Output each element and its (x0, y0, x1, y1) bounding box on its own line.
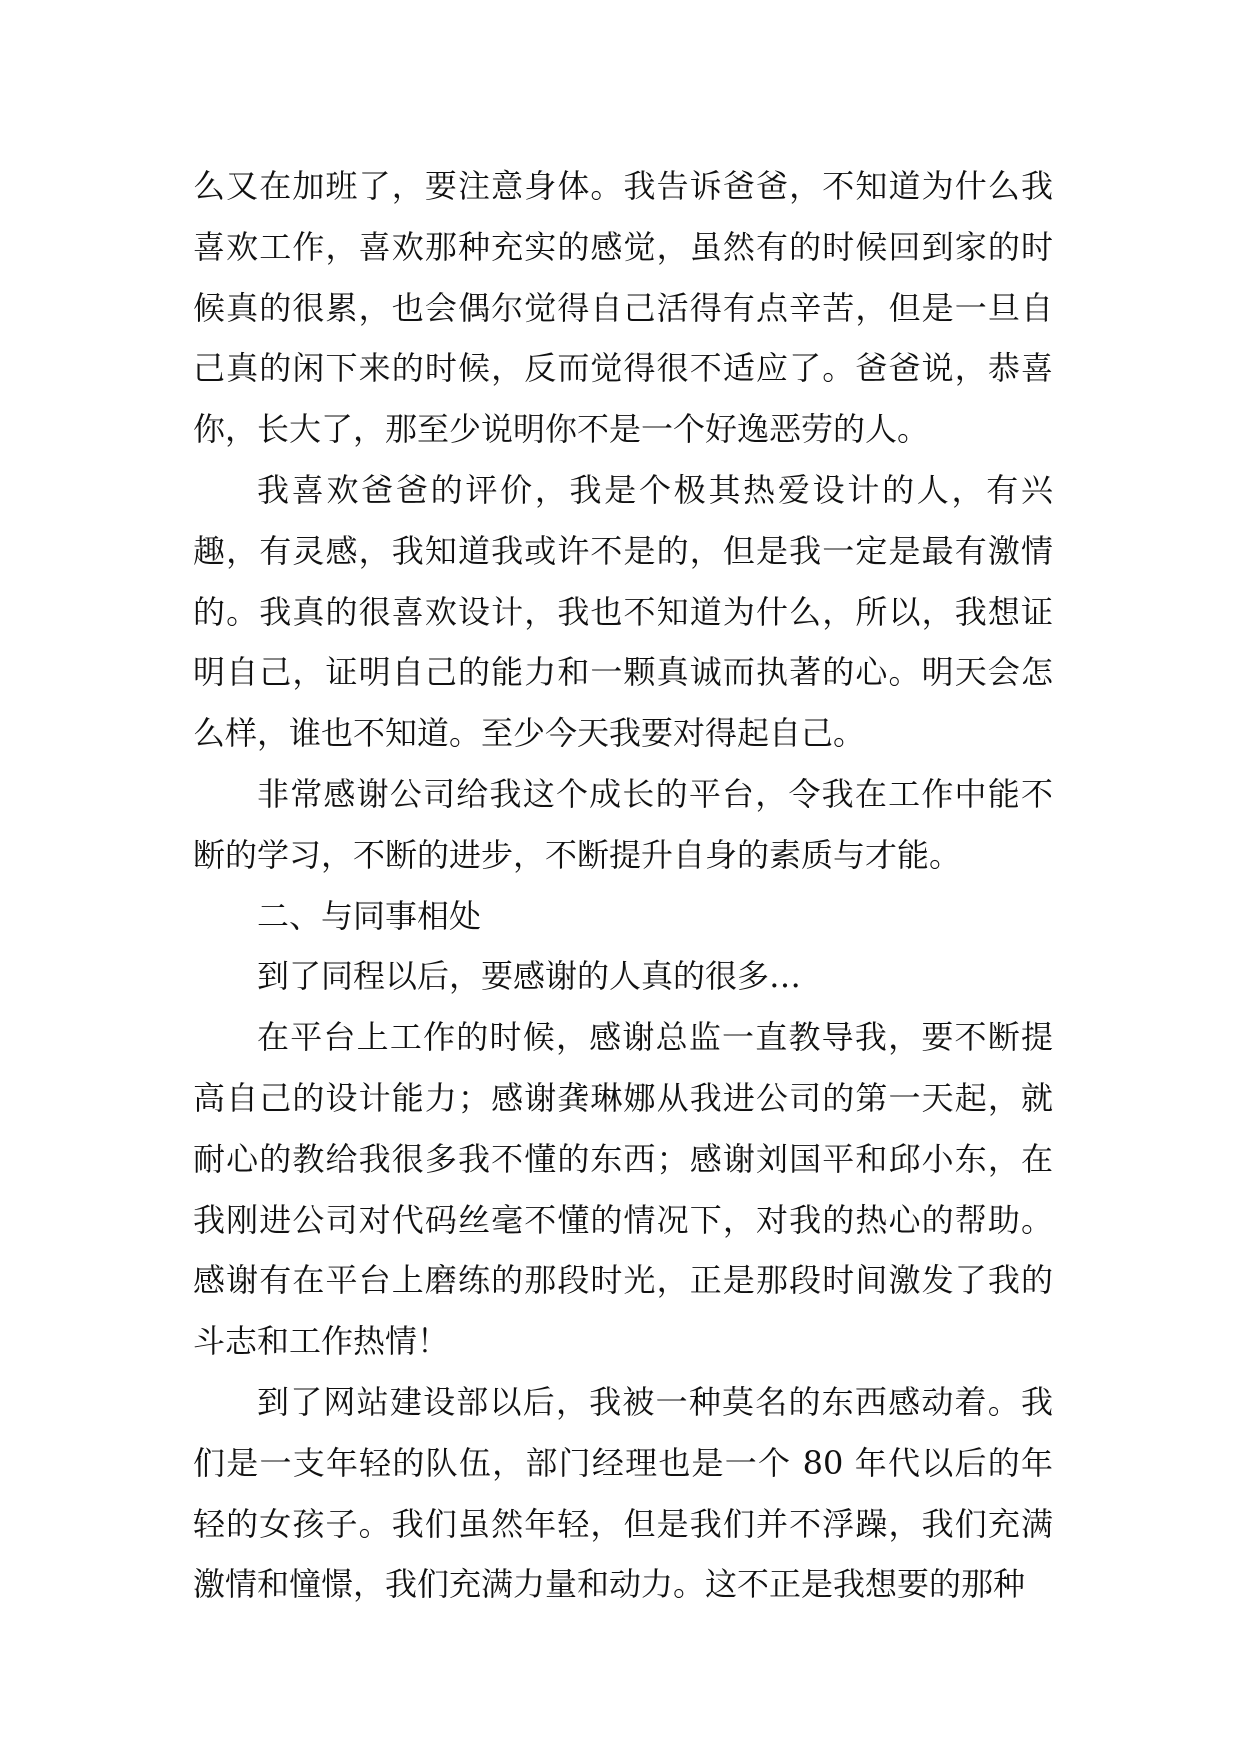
paragraph: 非常感谢公司给我这个成长的平台，令我在工作中能不断的学习，不断的进步，不断提升自身的素质与才能。 (193, 774, 1053, 874)
paragraph: 在平台上工作的时候，感谢总监一直教导我，要不断提高自己的设计能力；感谢龚琳娜从我进公司的第一天起，就耐心的教给我很多我不懂的东西；感谢刘国平和邱小东，在我刚进公司对代码丝毫不懂的情况下，对我的热心的帮助。感谢有在平台上磨练的那段时光，正是那段时间激发了我的斗志和工作热情！ (193, 1018, 1053, 1361)
document-body (193, 156, 1053, 1615)
section-heading: 二、与同事相处 (257, 896, 482, 935)
paragraph: 到了网站建设部以后，我被一种莫名的东西感动着。我们是一支年轻的队伍，部门经理也是一个 80 年代以后的年轻的女孩子。我们虽然年轻，但是我们并不浮躁，我们充满激情和憧憬，我们充满力量和动力。这不正是我想要的那种 (193, 1382, 1053, 1604)
paragraph: 我喜欢爸爸的评价，我是个极其热爱设计的人，有兴趣，有灵感，我知道我或许不是的，但是我一定是最有激情的。我真的很喜欢设计，我也不知道为什么，所以，我想证明自己，证明自己的能力和一颗真诚而执著的心。明天会怎么样，谁也不知道。至少今天我要对得起自己。 (193, 470, 1053, 753)
paragraph: 到了同程以后，要感谢的人真的很多… (257, 957, 802, 996)
paragraph-continued: 么又在加班了，要注意身体。我告诉爸爸，不知道为什么我喜欢工作，喜欢那种充实的感觉，虽然有的时候回到家的时候真的很累，也会偶尔觉得自己活得有点辛苦，但是一旦自己真的闲下来的时候，反而觉得很不适应了。爸爸说，恭喜你，长大了，那至少说明你不是一个好逸恶劳的人。 (193, 167, 1053, 449)
